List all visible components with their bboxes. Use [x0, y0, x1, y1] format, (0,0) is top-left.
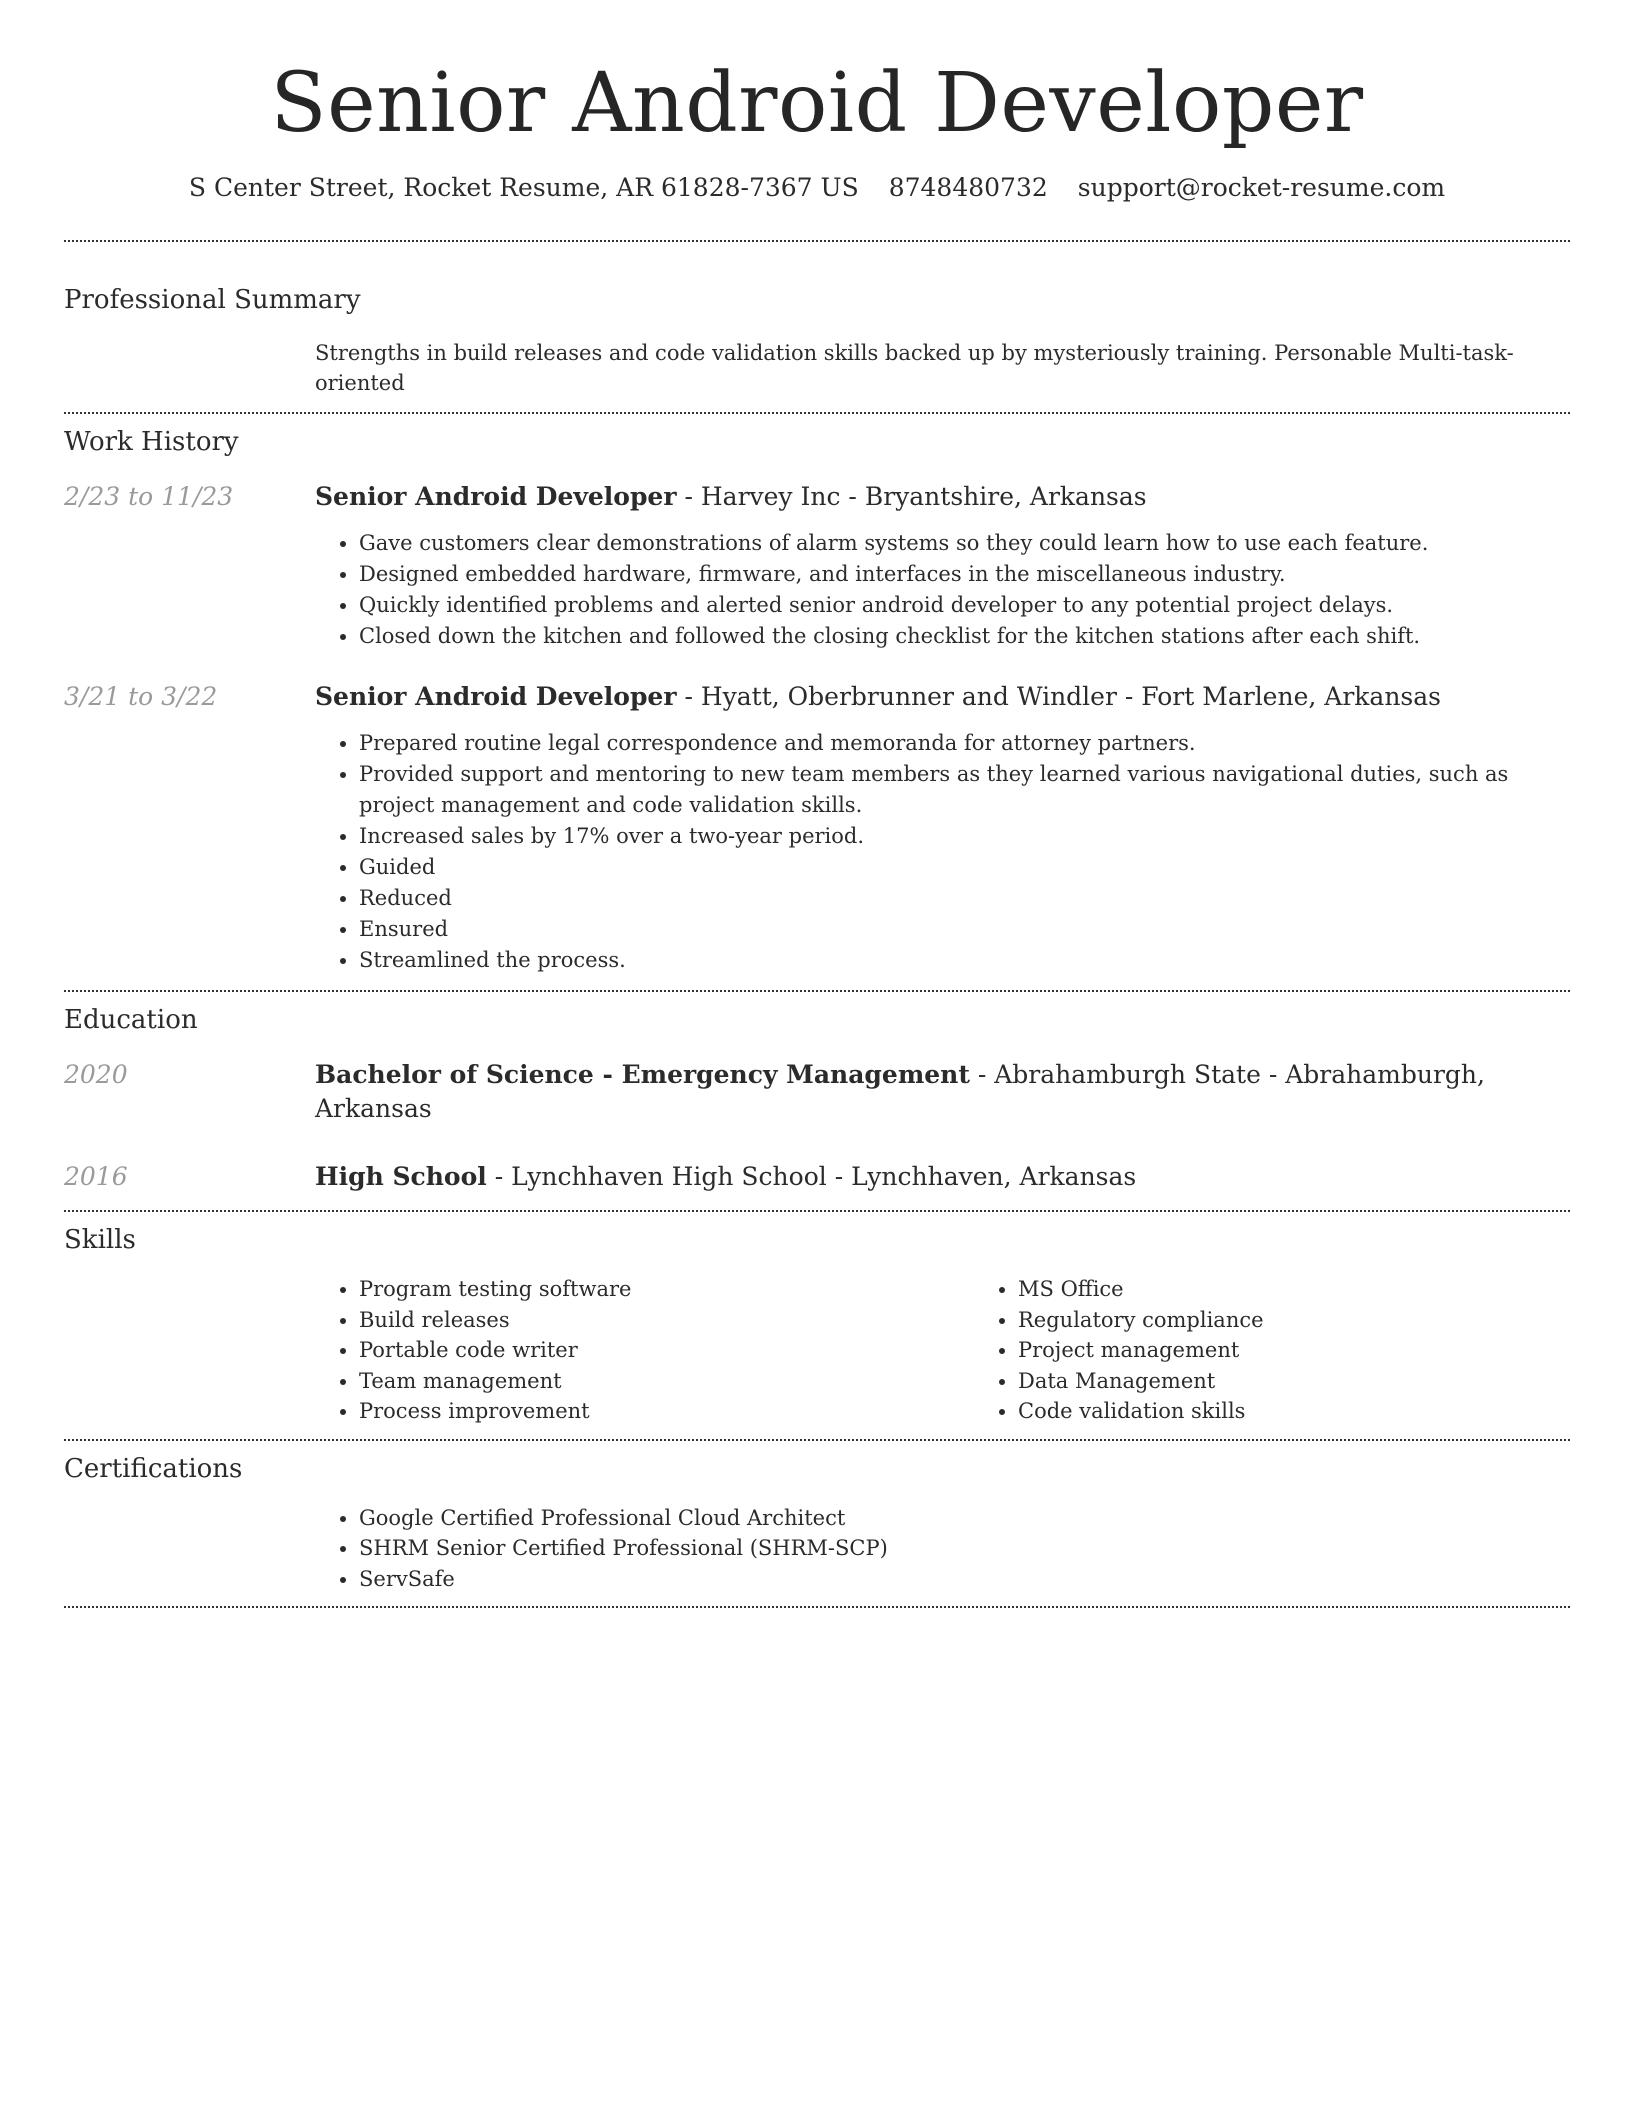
skill-item: • Build releases — [359, 1305, 974, 1336]
job-bullet: • Gave customers clear demonstrations of alarm systems so they could learn how to use each feature. — [359, 528, 1570, 559]
education-details: - Lynchhaven High School - Lynchhaven, Arkansas — [486, 1162, 1137, 1191]
section-divider — [64, 240, 1570, 242]
education-year: 2020 — [64, 1060, 128, 1089]
section-title-education: Education — [64, 1005, 198, 1035]
job-bullet: • Streamlined the process. — [359, 945, 1570, 976]
section-divider — [64, 1606, 1570, 1608]
skill-item: • Portable code writer — [359, 1335, 974, 1366]
summary-text: Strengths in build releases and code validation skills backed up by mysteriously training. Personable Multi-task-oriented — [315, 341, 1514, 395]
job-body — [315, 680, 1570, 976]
contact-address: S Center Street, Rocket Resume, AR 61828-7367 US — [188, 173, 859, 202]
section-divider — [64, 990, 1570, 992]
education-year: 2016 — [64, 1162, 128, 1191]
job-dates: 2/23 to 11/23 — [64, 482, 234, 511]
education-entry — [64, 1058, 1570, 1126]
job-bullet: • Closed down the kitchen and followed the closing checklist for the kitchen stations after each shift. — [359, 621, 1570, 652]
job-details: - Harvey Inc - Bryantshire, Arkansas — [676, 482, 1147, 511]
job-bullet: • Provided support and mentoring to new team members as they learned various navigational duties, such as project management and code validation skills. — [359, 759, 1570, 821]
skills-list-right — [974, 1274, 1570, 1427]
education-heading — [315, 1058, 1570, 1126]
job-bullet: • Guided — [359, 852, 1570, 883]
skill-item: • MS Office — [1018, 1274, 1570, 1305]
skill-item: • Program testing software — [359, 1274, 974, 1305]
job-body — [315, 480, 1570, 652]
job-role: Senior Android Developer — [315, 682, 677, 711]
section-title-skills: Skills — [64, 1225, 136, 1255]
certifications-list — [315, 1503, 1570, 1595]
summary-spacer — [64, 318, 315, 412]
skill-item: • Regulatory compliance — [1018, 1305, 1570, 1336]
certification-item: • Google Certified Professional Cloud Architect — [359, 1503, 1570, 1534]
section-divider — [64, 412, 1570, 414]
section-divider — [64, 1210, 1570, 1212]
job-bullet: • Increased sales by 17% over a two-year period. — [359, 821, 1570, 852]
job-heading — [315, 680, 1570, 714]
section-title-summary: Professional Summary — [64, 285, 361, 315]
summary-row — [64, 318, 1570, 412]
certifications-spacer — [64, 1503, 315, 1595]
job-bullet: • Prepared routine legal correspondence and memoranda for attorney partners. — [359, 728, 1570, 759]
job-bullet: • Reduced — [359, 883, 1570, 914]
certification-item: • SHRM Senior Certified Professional (SHRM-SCP) — [359, 1533, 1570, 1564]
education-degree: Bachelor of Science - Emergency Management — [315, 1060, 970, 1089]
contact-email[interactable]: support@rocket-resume.com — [1077, 173, 1446, 202]
job-bullet: • Designed embedded hardware, firmware, and interfaces in the miscellaneous industry. — [359, 559, 1570, 590]
section-title-work-history: Work History — [64, 427, 239, 457]
skill-item: • Code validation skills — [1018, 1396, 1570, 1427]
job-heading — [315, 480, 1570, 514]
job-role: Senior Android Developer — [315, 482, 677, 511]
job-bullet: • Ensured — [359, 914, 1570, 945]
job-bullet: • Quickly identified problems and alerted senior android developer to any potential project delays. — [359, 590, 1570, 621]
skill-item: • Project management — [1018, 1335, 1570, 1366]
contact-phone: 8748480732 — [888, 173, 1048, 202]
education-entry — [64, 1160, 1570, 1194]
job-bullets — [315, 728, 1570, 976]
certifications-body — [315, 1503, 1570, 1595]
certifications-row — [64, 1503, 1570, 1607]
resume-name-heading: Senior Android Developer — [270, 56, 1364, 151]
resume-page — [64, 0, 1570, 1608]
skills-row — [64, 1274, 1570, 1439]
job-entry — [64, 480, 1570, 652]
section-divider — [64, 1439, 1570, 1441]
job-bullets — [315, 528, 1570, 652]
skill-item: • Data Management — [1018, 1366, 1570, 1397]
job-details: - Hyatt, Oberbrunner and Windler - Fort Marlene, Arkansas — [676, 682, 1441, 711]
skills-list-left — [315, 1274, 974, 1427]
skills-grid — [315, 1274, 1570, 1427]
section-title-certifications: Certifications — [64, 1453, 243, 1484]
education-heading — [315, 1160, 1570, 1194]
certification-item: • ServSafe — [359, 1564, 1570, 1595]
skill-item: • Team management — [359, 1366, 974, 1397]
contact-line — [64, 170, 1570, 206]
job-dates: 3/21 to 3/22 — [64, 682, 218, 711]
education-degree: High School — [315, 1162, 487, 1191]
skill-item: • Process improvement — [359, 1396, 974, 1427]
education-details: - Abrahamburgh State - Abrahamburgh, Arkansas — [315, 1060, 1485, 1123]
job-entry — [64, 680, 1570, 976]
skills-spacer — [64, 1274, 315, 1427]
